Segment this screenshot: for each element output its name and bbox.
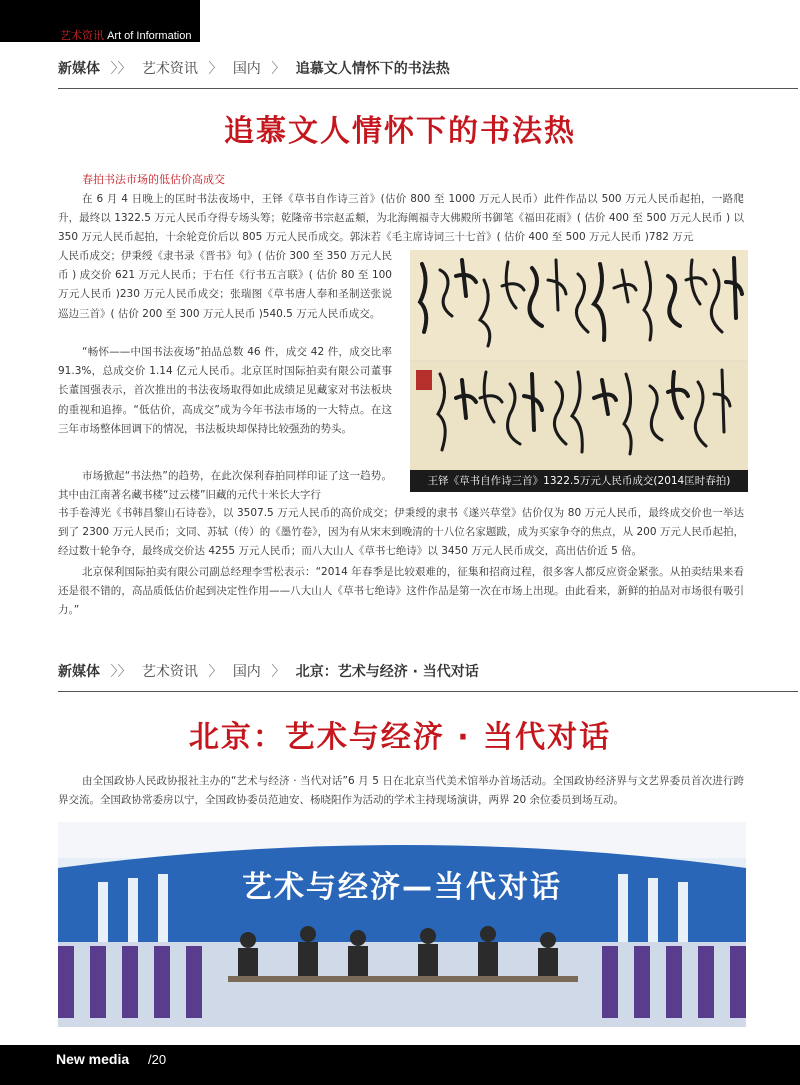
calligraphy-scroll-top xyxy=(410,250,748,360)
article1-paragraph-1-cont: 人民币成交；伊秉绶《隶书录《晋书》句》( 估价 300 至 350 万元人民币 ) 成交价 621 万元人民币；于右任《行书五言联》( 估价 80 至 100 万元人民币 )230 万元人民币成交；张瑞图《草书唐人奉和圣制送张说巡边三首》( 估价 200 至 300 万元人民币 )540.5 万元人民币成交。 xyxy=(58,250,392,320)
section-label-en: Art of Information xyxy=(107,30,192,42)
breadcrumb-separator: 〉 xyxy=(208,664,223,680)
red-seal-stamp xyxy=(416,370,432,390)
breadcrumb-separator: 〉 xyxy=(271,664,286,680)
section-label xyxy=(60,27,191,43)
article1-title: 追慕文人情怀下的书法热 xyxy=(224,114,576,149)
calligraphy-strokes-bottom xyxy=(410,362,748,470)
section-header-tab xyxy=(0,0,200,42)
article1-paragraph-3-cont: 书手卷溥光《书韩昌黎山石诗卷》，以 3507.5 万元人民币的高价成交；伊秉绶的隶书《遂兴草堂》估价仅为 80 万元人民币，最终成交价也一举达到了 2300 万元人民币；文同、苏轼（传）的《墨竹卷》，因为有从宋末到晚清的十八位名家题跋，成为买家争夺的焦点，从 200 万元人民币起拍，经过数十轮争夺，最终成交价达 4255 万元人民币；而八大山人《草书七绝诗》以 3450 万元人民币成交，高出估价近 5 倍。 xyxy=(58,507,744,558)
breadcrumb-separator: 〉 xyxy=(271,61,286,77)
breadcrumb-link-art-news[interactable]: 艺术资讯 xyxy=(141,664,198,680)
section-label-cn: 艺术资讯 xyxy=(60,30,104,42)
breadcrumb-brand[interactable]: 新媒体 xyxy=(58,664,100,680)
breadcrumb-brand[interactable]: 新媒体 xyxy=(58,61,100,77)
event-photo xyxy=(58,822,746,1027)
breadcrumb-separator: 〉 xyxy=(208,61,223,77)
article2-paragraph-1: 由全国政协人民政协报社主办的“艺术与经济 · 当代对话”6 月 5 日在北京当代美术馆举办首场活动。全国政协经济界与文艺界委员首次进行跨界交流。全国政协常委房以宁，全国政协委员范迪安、杨晓阳作为活动的学术主持现场演讲，两界 20 余位委员到场互动。 xyxy=(58,775,744,807)
breadcrumb-link-domestic[interactable]: 国内 xyxy=(232,61,261,77)
article1-paragraph-3: 市场掀起“书法热”的趋势，在此次保利春拍同样印证了这一趋势。其中由江南著名藏书楼“过云楼”旧藏的元代十米长大字行 xyxy=(58,470,392,502)
footer-brand: New media xyxy=(56,1051,130,1067)
breadcrumb-separator: 〉〉 xyxy=(110,664,132,680)
calligraphy-strokes-top xyxy=(410,250,748,360)
calligraphy-photo xyxy=(410,250,748,492)
event-stage-illustration xyxy=(58,822,746,1027)
divider-line xyxy=(58,691,798,692)
page-number: /20 xyxy=(148,1052,167,1067)
divider-line xyxy=(58,88,798,89)
article2-title: 北京：艺术与经济 · 当代对话 xyxy=(188,720,612,755)
breadcrumb-link-domestic[interactable]: 国内 xyxy=(232,664,261,680)
page-footer xyxy=(0,1045,800,1085)
breadcrumb-article1 xyxy=(58,58,778,84)
breadcrumb-separator: 〉〉 xyxy=(110,61,132,77)
article1-paragraph-4: 北京保利国际拍卖有限公司副总经理李雪松表示：“2014 年春季是比较艰难的，征集和招商过程，很多客人都反应资金紧张。从拍卖结果来看还是很不错的，高品质低估价起到决定性作用——八大山人《草书七绝诗》这件作品是第一次在市场上出现。由此看来，新鲜的拍品对市场很有吸引力。” xyxy=(58,566,744,617)
photo-caption: 王铎《草书自作诗三首》1322.5万元人民币成交(2014匡时春拍) xyxy=(410,470,748,492)
breadcrumb-article2 xyxy=(58,661,778,687)
article1-paragraph-1: 在 6 月 4 日晚上的匡时书法夜场中，王铎《草书自作诗三首》(估价 800 至 1000 万元人民币）此件作品以 500 万元人民币起拍，一路爬升，最终以 1322.5 万元人民币夺得专场头筹；乾隆帝书宗赵孟頫，为北海阐福寺大佛殿所书御笔《福田花雨》( 估价 400 至 500 万元人民币 ) 以 350 万元人民币起拍，十余轮竞价后以 805 万元人民币成交。郭沫若《毛主席诗词三十七首》( 估价 400 至 500 万元人民币 )782 万元 xyxy=(58,193,744,244)
event-banner-text: 艺术与经济—当代对话 xyxy=(242,870,562,905)
breadcrumb-link-art-news[interactable]: 艺术资讯 xyxy=(141,61,198,77)
article1-subtitle: 春拍书法市场的低估价高成交 xyxy=(82,173,225,186)
breadcrumb-current: 北京：艺术与经济 · 当代对话 xyxy=(295,664,479,680)
calligraphy-scroll-bottom xyxy=(410,362,748,470)
article1-paragraph-2: “畅怀——中国书法夜场”拍品总数 46 件，成交 42 件，成交比率 91.3%，总成交价 1.14 亿元人民币。北京匡时国际拍卖有限公司董事长董国强表示，首次推出的书法夜场取得如此成绩足见藏家对书法板块的重视和追捧。“低估价，高成交”成为今年书法市场的一大特点。在这三年市场整体回调下的情况，书法板块却保持比较强劲的势头。 xyxy=(58,346,392,435)
breadcrumb-current: 追慕文人情怀下的书法热 xyxy=(295,61,450,77)
